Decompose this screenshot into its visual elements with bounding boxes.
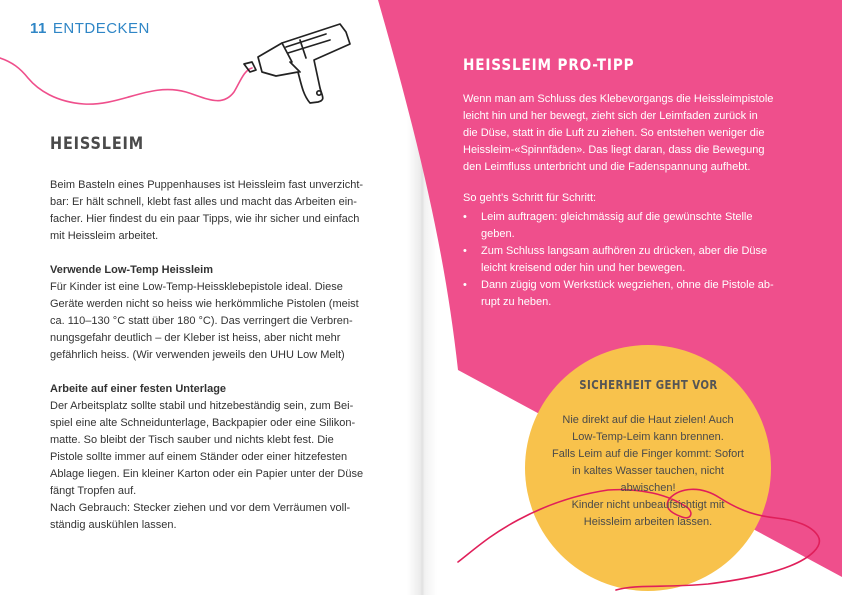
intro-line: Beim Basteln eines Puppenhauses ist Heissleim fast unverzicht- [50, 179, 364, 191]
step-line: rupt zu heben. [481, 296, 552, 308]
paragraph-line: nungsgefahr deutlich – der Kleber ist heiss, aber nicht mehr [50, 332, 341, 344]
article-body [50, 177, 376, 534]
step-line: leicht kreisend oder hin und her bewegen. [481, 262, 686, 274]
safety-line: Low-Temp-Leim kann brennen. [572, 431, 724, 443]
paragraph-line: gefährlich heiss. (Wir verwenden jeweils den UHU Low Melt) [50, 349, 345, 361]
safety-line: in kaltes Wasser tauchen, nicht [572, 465, 724, 477]
paragraph-line: Pistole sollte immer auf einem Ständer oder einer hitzefesten [50, 451, 348, 463]
safety-text [540, 412, 756, 531]
section-title: ENTDECKEN [52, 20, 150, 37]
bullet: • [463, 279, 467, 291]
pro-tip-body [463, 91, 795, 176]
page-header [30, 20, 150, 37]
article-title: HEISSLEIM [50, 134, 144, 154]
tip-line: leicht hin und her bewegt, zieht sich der Leimfaden zurück in [463, 110, 758, 122]
paragraph-line: spiel eine alte Schneidunterlage, Backpapier oder eine Silikon- [50, 417, 356, 429]
safety-line: Heissleim arbeiten lassen. [583, 516, 713, 528]
paragraph-line: Ablage liegen. Ein kleiner Karton oder ein Papier unter der Düse [50, 468, 364, 480]
intro-line: mit Heissleim arbeitet. [50, 230, 159, 242]
paragraph-line: ca. 110–130 °C statt über 180 °C). Das verringert die Verbren- [50, 315, 353, 327]
paragraph-line: matte. So bleibt der Tisch sauber und nichts klebt fest. Die [50, 434, 334, 446]
page-number: 11 [30, 20, 47, 37]
pro-tip-title: HEISSLEIM PRO-TIPP [463, 55, 635, 74]
safety-line: abwischen! [620, 482, 676, 494]
paragraph-line: fängt Tropfen auf. [50, 485, 137, 497]
section-heading-low-temp: Verwende Low-Temp Heissleim [50, 264, 214, 276]
safety-line: Nie direkt auf die Haut zielen! Auch [562, 414, 734, 426]
section-heading-surface: Arbeite auf einer festen Unterlage [50, 383, 227, 395]
tip-line: Wenn man am Schluss des Klebevorgangs die Heissleimpistole [463, 93, 774, 105]
tip-line: Heissleim-«Spinnfäden». Das liegt daran, dass die Bewegung [463, 144, 765, 156]
safety-line: Falls Leim auf die Finger kommt: Sofort [552, 448, 744, 460]
steps-list [463, 209, 795, 311]
tip-line: den Leimfluss unterbricht und die Fadenspannung aufhebt. [463, 161, 751, 173]
safety-title [525, 378, 771, 392]
paragraph-line: ständig auskühlen lassen. [50, 519, 177, 531]
intro-line: bar: Er hält schnell, klebt fast alles und macht das Arbeiten ein- [50, 196, 357, 208]
safety-title-text: SICHERHEIT GEHT VOR [578, 378, 718, 392]
bullet: • [463, 245, 467, 257]
safety-line: Kinder nicht unbeaufsichtigt mit [571, 499, 725, 511]
tip-line: die Düse, statt in die Luft zu ziehen. So entstehen weniger die [463, 127, 765, 139]
step-line: Zum Schluss langsam aufhören zu drücken, aber die Düse [481, 245, 768, 257]
paragraph-line: Für Kinder ist eine Low-Temp-Heissklebepistole ideal. Diese [50, 281, 343, 293]
bullet: • [463, 211, 467, 223]
step-line: geben. [481, 228, 515, 240]
list-item [463, 209, 795, 243]
step-line: Leim auftragen: gleichmässig auf die gewünschte Stelle [481, 211, 753, 223]
step-line: Dann zügig vom Werkstück wegziehen, ohne die Pistole ab- [481, 279, 774, 291]
paragraph-line: Geräte werden nicht so heiss wie herkömmliche Pistolen (meist [50, 298, 359, 310]
list-item [463, 277, 795, 311]
paragraph-line: Der Arbeitsplatz sollte stabil und hitzebeständig sein, zum Bei- [50, 400, 354, 412]
steps-label: So geht’s Schritt für Schritt: [463, 192, 597, 204]
intro-line: facher. Hier findest du ein paar Tipps, wie ihr sicher und einfach [50, 213, 360, 225]
list-item [463, 243, 795, 277]
paragraph-line: Nach Gebrauch: Stecker ziehen und vor dem Verräumen voll- [50, 502, 351, 514]
